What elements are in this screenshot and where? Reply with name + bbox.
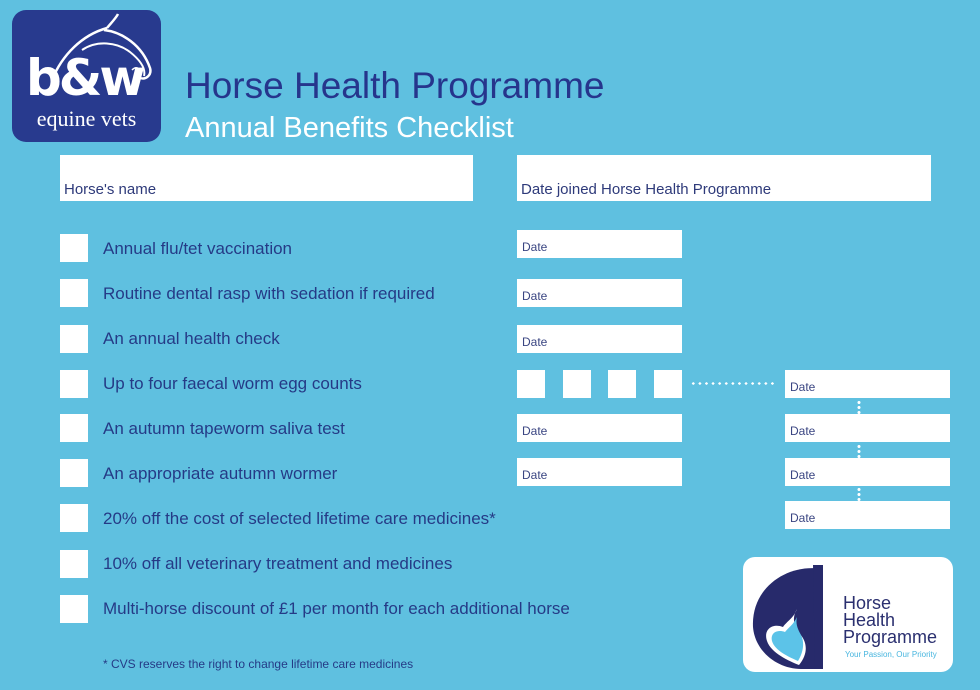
checkbox-multi-horse[interactable] (60, 595, 88, 623)
item-label: Annual flu/tet vaccination (103, 239, 293, 258)
egg-count-date-4[interactable] (785, 501, 950, 529)
item-label: Multi-horse discount of £1 per month for each additional horse (103, 599, 570, 618)
date-field-tapeworm[interactable] (517, 414, 682, 442)
date-label: Date (522, 335, 548, 349)
egg-count-box-3[interactable] (608, 370, 636, 398)
egg-count-box-2[interactable] (563, 370, 591, 398)
dotted-connector (857, 444, 861, 458)
checkbox-lifetime-care[interactable] (60, 504, 88, 532)
checkbox-faecal-worm[interactable] (60, 370, 88, 398)
date-label: Date (522, 240, 548, 254)
item-label: Routine dental rasp with sedation if required (103, 284, 435, 303)
horse-name-label: Horse's name (64, 181, 157, 198)
page-subtitle: Annual Benefits Checklist (185, 112, 514, 144)
checkbox-dental[interactable] (60, 279, 88, 307)
dotted-connector (857, 487, 861, 501)
hhp-line-3: Programme (843, 627, 938, 647)
checkbox-flu-tet[interactable] (60, 234, 88, 262)
egg-count-date-2[interactable] (785, 414, 950, 442)
item-label: Up to four faecal worm egg counts (103, 374, 362, 393)
date-label: Date (522, 424, 548, 438)
egg-count-box-1[interactable] (517, 370, 545, 398)
checkbox-wormer[interactable] (60, 459, 88, 487)
dotted-connector (690, 382, 776, 385)
date-label: Date (790, 380, 816, 394)
hhp-tagline: Your Passion, Our Priority (845, 650, 937, 659)
date-label: Date (790, 468, 816, 482)
horse-health-programme-logo (743, 557, 953, 672)
date-field-flu-tet[interactable] (517, 230, 682, 258)
bw-mark: b&w (26, 49, 143, 107)
date-field-dental[interactable] (517, 279, 682, 307)
horse-heart-icon (743, 557, 843, 672)
horse-name-field[interactable] (60, 155, 473, 201)
checkbox-health-check[interactable] (60, 325, 88, 353)
hhp-line-1: Horse (843, 593, 892, 613)
item-label: An autumn tapeworm saliva test (103, 419, 345, 438)
date-label: Date (790, 511, 816, 525)
date-label: Date (790, 424, 816, 438)
item-label: An annual health check (103, 329, 280, 348)
egg-count-date-3[interactable] (785, 458, 950, 486)
bw-equine-vets-logo (12, 10, 161, 142)
date-label: Date (522, 468, 548, 482)
item-label: 10% off all veterinary treatment and medicines (103, 554, 453, 573)
checkbox-vet-discount[interactable] (60, 550, 88, 578)
date-label: Date (522, 289, 548, 303)
bw-subtitle: equine vets (36, 106, 137, 131)
date-joined-label: Date joined Horse Health Programme (521, 181, 772, 198)
item-label: 20% off the cost of selected lifetime care medicines* (103, 509, 496, 528)
egg-count-box-4[interactable] (654, 370, 682, 398)
item-label: An appropriate autumn wormer (103, 464, 338, 483)
footnote: * CVS reserves the right to change lifetime care medicines (103, 657, 414, 671)
date-field-wormer[interactable] (517, 458, 682, 486)
hhp-line-2: Health (843, 610, 896, 630)
checkbox-tapeworm[interactable] (60, 414, 88, 442)
dotted-connector (857, 400, 861, 414)
egg-count-date-1[interactable] (785, 370, 950, 398)
date-field-health-check[interactable] (517, 325, 682, 353)
date-joined-field[interactable] (517, 155, 931, 201)
page-title: Horse Health Programme (185, 65, 605, 106)
